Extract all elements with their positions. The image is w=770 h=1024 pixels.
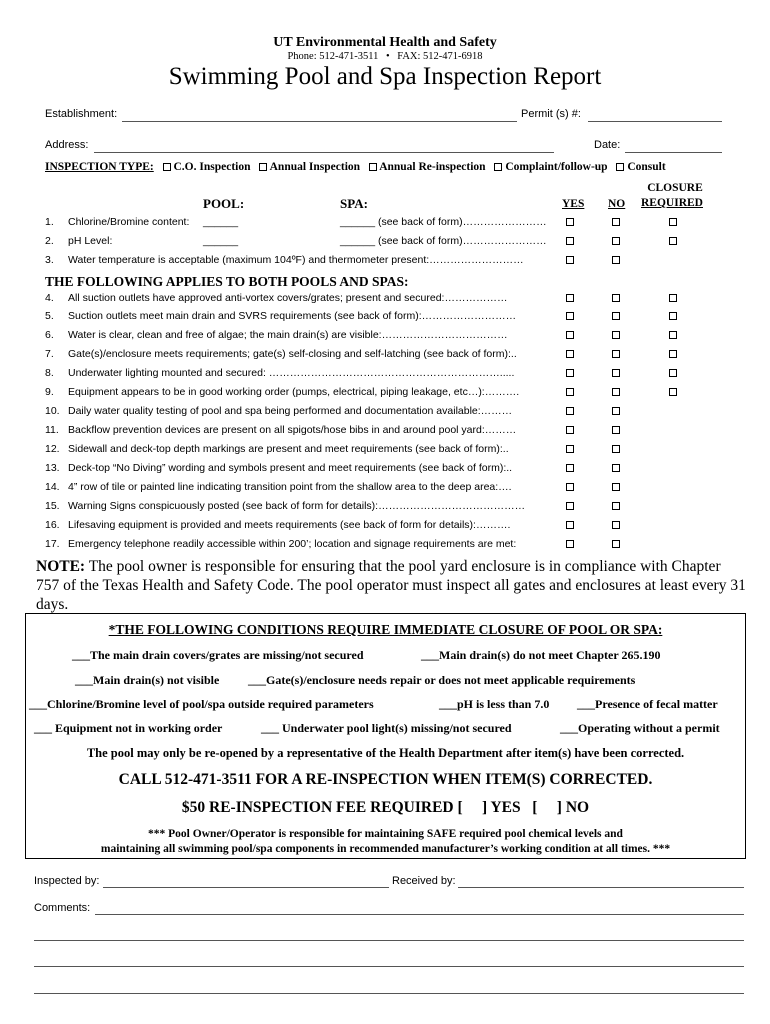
no-checkbox-13[interactable] — [612, 464, 620, 472]
checklist-item-15 — [45, 500, 525, 512]
option-complaint-followup: Complaint/follow-up — [505, 161, 608, 173]
contact-line — [0, 51, 770, 62]
checklist-item-6 — [45, 329, 508, 341]
yes-checkbox-13[interactable] — [566, 464, 574, 472]
spa-chlorine-field[interactable]: ______ (see back of form)…………………… — [340, 216, 547, 228]
yes-checkbox-1[interactable] — [566, 218, 574, 226]
option-annual-reinspection: Annual Re-inspection — [379, 161, 486, 173]
no-checkbox-5[interactable] — [612, 312, 620, 320]
closure-column-header: CLOSURE — [647, 182, 703, 194]
closure-checkbox-8[interactable] — [669, 369, 677, 377]
checklist-item-7 — [45, 348, 517, 360]
phone-number: Phone: 512-471-3511 — [287, 51, 379, 62]
closure-checkbox-4[interactable] — [669, 294, 677, 302]
yes-checkbox-12[interactable] — [566, 445, 574, 453]
inspected-by-field[interactable] — [103, 887, 389, 888]
fax-number: FAX: 512-471-6918 — [397, 51, 483, 62]
item-number: 2. — [45, 235, 54, 247]
comments-field-line-1[interactable] — [95, 914, 744, 915]
no-checkbox-3[interactable] — [612, 256, 620, 264]
closure-checkbox-6[interactable] — [669, 331, 677, 339]
reinspection-call: CALL 512-471-3511 FOR A RE-INSPECTION WHEN ITEM(S) CORRECTED. — [118, 771, 653, 788]
item-text: Suction outlets meet main drain and SVRS requirements (see back of form):……………………… — [68, 310, 517, 322]
item-text: 4” row of tile or painted line indicating transition point from the shallow area to the deep area:…. — [68, 481, 512, 493]
reinspection-fee: $50 RE-INSPECTION FEE REQUIRED [ ] YES [ ] NO — [181, 799, 590, 816]
item-number: 17. — [45, 538, 60, 550]
checklist-item-3 — [45, 254, 524, 266]
yes-column-header: YES — [562, 198, 585, 210]
item-text: Lifesaving equipment is provided and meets requirements (see back of form for details):………. — [68, 519, 511, 531]
spa-ph-field[interactable]: ______ (see back of form)…………………… — [340, 235, 547, 247]
comments-field-line-2[interactable] — [34, 940, 744, 941]
no-checkbox-12[interactable] — [612, 445, 620, 453]
item-text: Water is clear, clean and free of algae; the main drain(s) are visible:……………………………… — [68, 329, 508, 341]
condition-equipment: ___ Equipment not in working order — [34, 721, 223, 735]
condition-drain-not-visible: ___Main drain(s) not visible — [75, 673, 220, 687]
yes-checkbox-9[interactable] — [566, 388, 574, 396]
item-number: 8. — [45, 367, 54, 379]
closure-checkbox-2[interactable] — [669, 237, 677, 245]
comments-field-line-4[interactable] — [34, 993, 744, 994]
item-number: 11. — [45, 424, 59, 436]
item-text: Warning Signs conspicuously posted (see back of form for details):…………………………………… — [68, 500, 526, 512]
checklist-item-9 — [45, 386, 519, 398]
permit-field[interactable] — [588, 121, 722, 122]
item-text: Backflow prevention devices are present on all spigots/hose bibs in and around pool yard:……… — [68, 424, 517, 436]
closure-heading: *THE FOLLOWING CONDITIONS REQUIRE IMMEDIATE CLOSURE OF POOL OR SPA: — [108, 622, 663, 637]
option-co-inspection: C.O. Inspection — [173, 161, 251, 173]
pool-column-header: POOL: — [203, 196, 245, 211]
condition-fecal-matter: ___Presence of fecal matter — [577, 697, 718, 711]
org-name: UT Environmental Health and Safety — [273, 35, 497, 50]
condition-light-missing: ___ Underwater pool light(s) missing/not secured — [261, 721, 512, 735]
no-checkbox-11[interactable] — [612, 426, 620, 434]
item-number: 5. — [45, 310, 54, 322]
yes-checkbox-17[interactable] — [566, 540, 574, 548]
yes-checkbox-16[interactable] — [566, 521, 574, 529]
received-by-field[interactable] — [458, 887, 744, 888]
yes-checkbox-5[interactable] — [566, 312, 574, 320]
no-checkbox-9[interactable] — [612, 388, 620, 396]
bullet-separator: • — [385, 51, 390, 62]
no-checkbox-14[interactable] — [612, 483, 620, 491]
inspection-type-label: INSPECTION TYPE: — [45, 161, 154, 173]
checkbox-annual-inspection[interactable] — [259, 163, 267, 171]
comments-field-line-3[interactable] — [34, 966, 744, 967]
no-checkbox-7[interactable] — [612, 350, 620, 358]
checklist-item-11 — [45, 424, 516, 436]
item-text: Emergency telephone readily accessible within 200’; location and signage requirements are met: — [68, 538, 517, 550]
no-checkbox-17[interactable] — [612, 540, 620, 548]
no-checkbox-2[interactable] — [612, 237, 620, 245]
item-number: 15. — [45, 500, 60, 512]
no-checkbox-8[interactable] — [612, 369, 620, 377]
date-field[interactable] — [625, 152, 722, 153]
item-number: 7. — [45, 348, 54, 360]
yes-checkbox-11[interactable] — [566, 426, 574, 434]
establishment-field[interactable] — [122, 121, 517, 122]
closure-checkbox-1[interactable] — [669, 218, 677, 226]
yes-checkbox-2[interactable] — [566, 237, 574, 245]
page-title: Swimming Pool and Spa Inspection Report — [168, 63, 602, 90]
date-label: Date: — [594, 139, 621, 151]
checkbox-consult[interactable] — [616, 163, 624, 171]
responsibility-line-1: *** Pool Owner/Operator is responsible for maintaining SAFE required pool chemical levels and — [148, 828, 623, 840]
condition-no-permit: ___Operating without a permit — [560, 721, 720, 735]
pool-chlorine-field[interactable]: ______ — [203, 216, 239, 228]
item-number: 16. — [45, 519, 60, 531]
checkbox-annual-reinspection[interactable] — [369, 163, 377, 171]
item-number: 1. — [45, 216, 54, 228]
closure-checkbox-5[interactable] — [669, 312, 677, 320]
item-text: Sidewall and deck-top depth markings are present and meet requirements (see back of form):.. — [68, 443, 509, 455]
yes-checkbox-4[interactable] — [566, 294, 574, 302]
checklist-item-5 — [45, 310, 516, 322]
yes-checkbox-6[interactable] — [566, 331, 574, 339]
item-number: 12. — [45, 443, 60, 455]
item-text: Chlorine/Bromine content: — [68, 216, 190, 228]
yes-checkbox-7[interactable] — [566, 350, 574, 358]
item-text: Gate(s)/enclosure meets requirements; gate(s) self-closing and self-latching (see back of form):.. — [68, 348, 517, 360]
address-field[interactable] — [94, 152, 554, 153]
item-text: Water temperature is acceptable (maximum 104ºF) and thermometer present:……………………… — [68, 254, 524, 266]
note-text: The pool owner is responsible for ensuring that the pool yard enclosure is in compliance with Chapter 757 of the Texas Health and Safety Code. The pool operator must inspect all gates and enclosures at least every 31 days. — [36, 558, 746, 613]
note-label: NOTE: — [36, 558, 86, 575]
item-text: Daily water quality testing of pool and spa being performed and documentation available:……… — [68, 405, 513, 417]
pool-ph-field[interactable]: ______ — [203, 235, 239, 247]
yes-checkbox-3[interactable] — [566, 256, 574, 264]
condition-drain-covers: ___The main drain covers/grates are missing/not secured — [72, 648, 364, 662]
checklist-item-8 — [45, 367, 514, 379]
closure-checkbox-9[interactable] — [669, 388, 677, 396]
option-annual-inspection: Annual Inspection — [269, 161, 361, 173]
checklist-item-2 — [45, 235, 112, 247]
no-checkbox-10[interactable] — [612, 407, 620, 415]
checklist-item-13 — [45, 462, 512, 474]
no-checkbox-1[interactable] — [612, 218, 620, 226]
inspected-by-label: Inspected by: — [34, 875, 100, 887]
option-consult: Consult — [627, 161, 666, 173]
yes-checkbox-14[interactable] — [566, 483, 574, 491]
checkbox-co-inspection[interactable] — [163, 163, 171, 171]
item-text: Equipment appears to be in good working order (pumps, electrical, piping leakage, etc…):………. — [68, 386, 520, 398]
responsibility-line-2: maintaining all swimming pool/spa components in recommended manufacturer’s working condition at all times. *** — [100, 843, 671, 855]
compliance-note — [36, 557, 746, 614]
checklist-item-16 — [45, 519, 510, 531]
checklist-item-1 — [45, 216, 189, 228]
establishment-label: Establishment: — [45, 108, 118, 120]
comments-label: Comments: — [34, 902, 91, 914]
condition-drain-chapter: ___Main drain(s) do not meet Chapter 265.190 — [421, 648, 661, 662]
item-number: 14. — [45, 481, 60, 493]
checklist-item-10 — [45, 405, 512, 417]
item-number: 4. — [45, 292, 54, 304]
item-text: All suction outlets have approved anti-vortex covers/grates; present and secured:……………… — [68, 292, 508, 304]
checklist-item-14 — [45, 481, 512, 493]
item-number: 9. — [45, 386, 54, 398]
reopen-notice: The pool may only be re-opened by a representative of the Health Department after item(s) have been corrected. — [86, 746, 685, 760]
no-checkbox-15[interactable] — [612, 502, 620, 510]
checklist-item-4 — [45, 292, 507, 304]
item-number: 13. — [45, 462, 60, 474]
no-checkbox-16[interactable] — [612, 521, 620, 529]
closure-checkbox-7[interactable] — [669, 350, 677, 358]
condition-ph-low: ___pH is less than 7.0 — [439, 697, 550, 711]
received-by-label: Received by: — [392, 875, 456, 887]
no-checkbox-4[interactable] — [612, 294, 620, 302]
item-text: Underwater lighting mounted and secured: …………………………………………………………..... — [68, 367, 515, 379]
no-column-header: NO — [608, 198, 626, 210]
yes-checkbox-15[interactable] — [566, 502, 574, 510]
section-heading-both: THE FOLLOWING APPLIES TO BOTH POOLS AND SPAS: — [45, 274, 409, 289]
checkbox-complaint-followup[interactable] — [494, 163, 502, 171]
item-number: 3. — [45, 254, 54, 266]
item-number: 10. — [45, 405, 60, 417]
condition-gate-repair: ___Gate(s)/enclosure needs repair or does not meet applicable requirements — [248, 673, 636, 687]
item-text: Deck-top “No Diving” wording and symbols present and meet requirements (see back of form):.. — [68, 462, 513, 474]
checklist-item-17 — [45, 538, 516, 550]
condition-chlorine-level: ___Chlorine/Bromine level of pool/spa outside required parameters — [29, 697, 374, 711]
spa-column-header: SPA: — [340, 196, 368, 211]
item-number: 6. — [45, 329, 54, 341]
inspection-type-row — [45, 161, 666, 173]
no-checkbox-6[interactable] — [612, 331, 620, 339]
yes-checkbox-10[interactable] — [566, 407, 574, 415]
address-label: Address: — [45, 139, 89, 151]
permit-label: Permit (s) #: — [521, 108, 581, 120]
yes-checkbox-8[interactable] — [566, 369, 574, 377]
closure-column-header-2: REQUIRED — [641, 197, 703, 209]
item-text: pH Level: — [68, 235, 113, 247]
checklist-item-12 — [45, 443, 509, 455]
